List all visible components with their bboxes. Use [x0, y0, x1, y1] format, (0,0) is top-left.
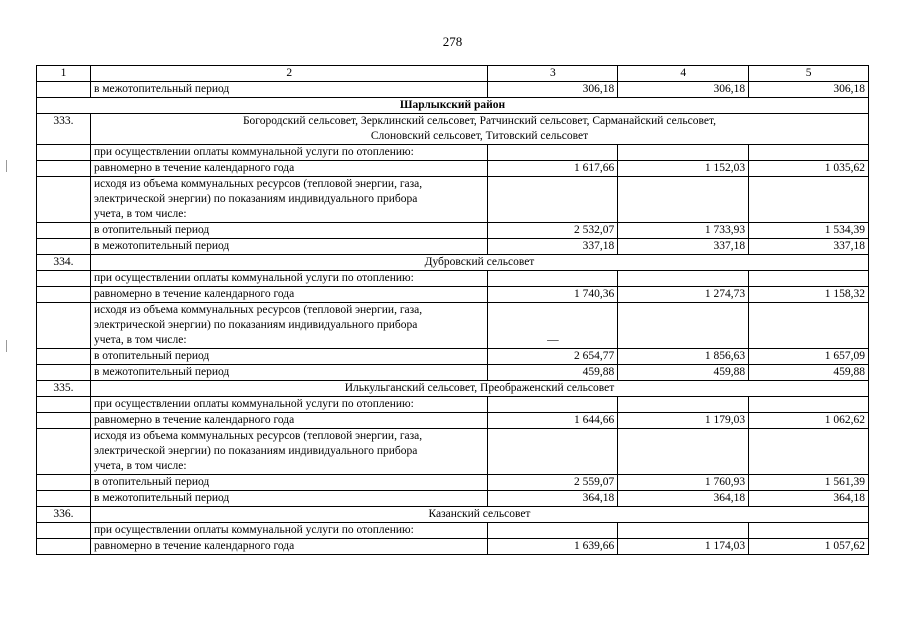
- value-cell: 337,18: [749, 239, 869, 255]
- value-cell: 1 561,39: [749, 475, 869, 491]
- block-title-row: [37, 114, 869, 145]
- settlement-title-line: Богородский сельсовет, Зерклинский сельсовет, Ратчинский сельсовет, Сарманайский сельсовет,: [242, 115, 717, 127]
- column-header-row: [37, 66, 869, 82]
- settlement-title: Казанский сельсовет: [90, 507, 868, 523]
- value-cell: 1 158,32: [749, 287, 869, 303]
- row-label: в межотопительный период: [90, 82, 487, 98]
- row-label: в межотопительный период: [90, 491, 487, 507]
- row-index: 336.: [37, 507, 91, 523]
- value-cell: 1 617,66: [488, 161, 618, 177]
- value-cell: 1 644,66: [488, 413, 618, 429]
- value-cell: 306,18: [749, 82, 869, 98]
- scan-margin-mark: [6, 160, 7, 172]
- value-cell: 459,88: [618, 365, 749, 381]
- table-row: [37, 145, 869, 161]
- value-cell: 1 062,62: [749, 413, 869, 429]
- value-cell: 1 035,62: [749, 161, 869, 177]
- value-cell: 337,18: [488, 239, 618, 255]
- column-header: 2: [90, 66, 487, 82]
- value-cell: 2 532,07: [488, 223, 618, 239]
- value-cell: 1 733,93: [618, 223, 749, 239]
- row-index: 335.: [37, 381, 91, 397]
- settlement-title: Дубровский сельсовет: [90, 255, 868, 271]
- row-label: равномерно в течение календарного года: [90, 539, 487, 555]
- district-title: Шарлыкский район: [37, 98, 869, 114]
- value-cell: 364,18: [488, 491, 618, 507]
- row-label: в межотопительный период: [90, 239, 487, 255]
- value-cell: 459,88: [749, 365, 869, 381]
- settlement-title-line: Слоновский сельсовет, Титовский сельсовет: [370, 130, 589, 142]
- value-cell: 306,18: [488, 82, 618, 98]
- settlement-title: [90, 114, 868, 145]
- settlement-title: Илькульганский сельсовет, Преображенский сельсовет: [90, 381, 868, 397]
- table-row: [37, 82, 869, 98]
- value-cell: 2 559,07: [488, 475, 618, 491]
- row-index: 333.: [37, 114, 91, 145]
- column-header: 3: [488, 66, 618, 82]
- page-number: 278: [442, 34, 463, 49]
- row-label: при осуществлении оплаты коммунальной услуги по отоплению:: [90, 271, 487, 287]
- value-cell: 364,18: [749, 491, 869, 507]
- value-cell: 1 174,03: [618, 539, 749, 555]
- table-row: [37, 271, 869, 287]
- table-row: [37, 239, 869, 255]
- value-cell: 2 654,77: [488, 349, 618, 365]
- table-row: [37, 413, 869, 429]
- table-row: [37, 523, 869, 539]
- value-cell: 306,18: [618, 82, 749, 98]
- value-cell: 364,18: [618, 491, 749, 507]
- column-header: 4: [618, 66, 749, 82]
- table-row: [37, 177, 869, 223]
- row-label: в отопительный период: [90, 223, 487, 239]
- block-title-row: [37, 255, 869, 271]
- column-header: 1: [37, 66, 91, 82]
- value-cell: 1 740,36: [488, 287, 618, 303]
- block-title-row: [37, 381, 869, 397]
- value-cell: 459,88: [488, 365, 618, 381]
- row-label: в межотопительный период: [90, 365, 487, 381]
- table-row: [37, 303, 869, 349]
- value-cell: 1 657,09: [749, 349, 869, 365]
- column-header: 5: [749, 66, 869, 82]
- row-label: равномерно в течение календарного года: [90, 161, 487, 177]
- value-cell: 1 534,39: [749, 223, 869, 239]
- table-row: [37, 491, 869, 507]
- value-cell: 1 760,93: [618, 475, 749, 491]
- table-row: [37, 397, 869, 413]
- row-index: 334.: [37, 255, 91, 271]
- row-label: при осуществлении оплаты коммунальной услуги по отоплению:: [90, 523, 487, 539]
- district-row: [37, 98, 869, 114]
- row-label: в отопительный период: [90, 475, 487, 491]
- row-label: исходя из объема коммунальных ресурсов (тепловой энергии, газа, электрической энергии) по показаниям индивидуального прибора учета, в том числе:: [90, 303, 487, 349]
- value-cell: 1 152,03: [618, 161, 749, 177]
- row-label: равномерно в течение календарного года: [90, 413, 487, 429]
- row-label: при осуществлении оплаты коммунальной услуги по отоплению:: [90, 397, 487, 413]
- table-row: [37, 365, 869, 381]
- table-row: [37, 287, 869, 303]
- table-row: [37, 161, 869, 177]
- value-cell: 337,18: [618, 239, 749, 255]
- scan-margin-mark: [6, 340, 7, 352]
- table-row: [37, 475, 869, 491]
- tariff-table: [36, 65, 869, 555]
- table-row: [37, 349, 869, 365]
- table-row: [37, 429, 869, 475]
- row-label: исходя из объема коммунальных ресурсов (тепловой энергии, газа, электрической энергии) по показаниям индивидуального прибора учета, в том числе:: [90, 177, 487, 223]
- table-row: [37, 539, 869, 555]
- table-row: [37, 223, 869, 239]
- value-cell: 1 639,66: [488, 539, 618, 555]
- value-cell: 1 856,63: [618, 349, 749, 365]
- row-label: исходя из объема коммунальных ресурсов (тепловой энергии, газа, электрической энергии) по показаниям индивидуального прибора учета, в том числе:: [90, 429, 487, 475]
- row-label: в отопительный период: [90, 349, 487, 365]
- value-cell: 1 274,73: [618, 287, 749, 303]
- dash-cell: —: [488, 303, 618, 349]
- value-cell: 1 179,03: [618, 413, 749, 429]
- row-label: равномерно в течение календарного года: [90, 287, 487, 303]
- row-label: при осуществлении оплаты коммунальной услуги по отоплению:: [90, 145, 487, 161]
- value-cell: 1 057,62: [749, 539, 869, 555]
- block-title-row: [37, 507, 869, 523]
